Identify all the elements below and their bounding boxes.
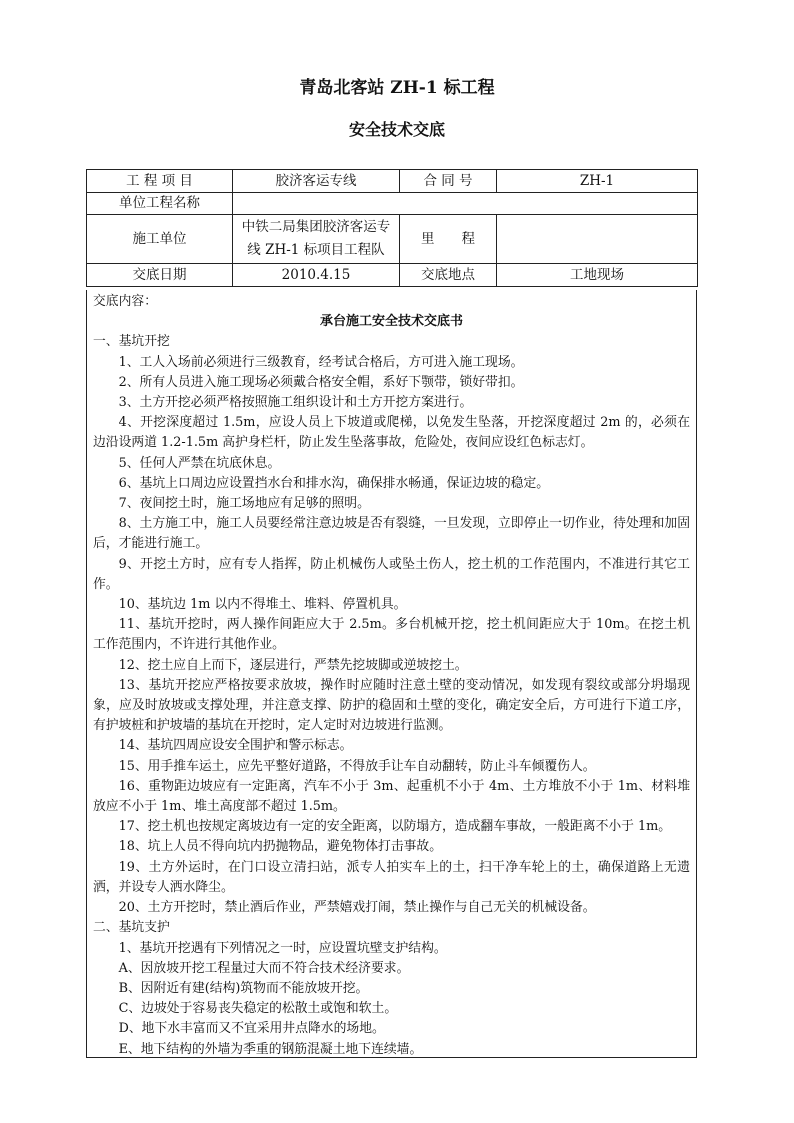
list-item: A、因放坡开挖工程量过大而不符合技术经济要求。: [118, 960, 410, 976]
list-item: 17、挖土机也按规定离坡边有一定的安全距离，以防塌方，造成翻车事故，一般距离不小于 1m。: [118, 819, 672, 835]
contract-label: 合 同 号: [400, 170, 497, 193]
list-item: 16、重物距边坡应有一定距离，汽车不小于 3m、起重机不小于 4m、土方堆放不小于 1m、材料堆放应不小于 1m、堆土高度部不超过 1.5m。: [93, 778, 690, 815]
list-item: 10、基坑边 1m 以内不得堆土、堆料、停置机具。: [118, 597, 407, 613]
mileage-label: 里 程: [400, 215, 497, 264]
list-item: 4、开挖深度超过 1.5m，应设人员上下坡道或爬梯，以免发生坠落，开挖深度超过 2m 的，必须在边沿设两道 1.2-1.5m 高护身栏杆，防止发生坠落事故，危险处，夜间应设红色标志灯。: [93, 415, 690, 451]
date-label: 交底日期: [87, 264, 233, 287]
table-row: [87, 264, 698, 287]
mileage-value: [497, 215, 698, 264]
date-value: 2010.4.15: [233, 264, 400, 287]
table-row: [87, 215, 698, 264]
list-item: C、边坡处于容易丧失稳定的松散土或饱和软土。: [118, 1001, 398, 1017]
list-item: 2、所有人员进入施工现场必须戴合格安全帽，系好下颚带，锁好带扣。: [118, 374, 524, 390]
list-item: D、地下水丰富而又不宜采用井点降水的场地。: [118, 1021, 385, 1037]
list-item: 20、土方开挖时，禁止酒后作业，严禁嬉戏打闹，禁止操作与自己无关的机械设备。: [118, 900, 596, 916]
builder-value-line1: 中铁二局集团胶济客运专: [241, 219, 391, 235]
table-row: [87, 170, 698, 193]
info-table: [86, 169, 698, 287]
list-item: 14、基坑四周应设安全围护和警示标志。: [118, 738, 353, 754]
disclosure-content: [86, 290, 697, 1058]
list-item: 12、挖土应自上而下，逐层进行，严禁先挖坡脚或逆坡挖土。: [118, 657, 468, 673]
list-item: B、因附近有建(结构)筑物而不能放坡开挖。: [118, 980, 369, 996]
place-value: 工地现场: [497, 264, 698, 287]
unit-value: [233, 193, 698, 215]
builder-label: 施工单位: [87, 215, 233, 264]
list-item: 11、基坑开挖时，两人操作间距应大于 2.5m。多台机械开挖，挖土机间距应大于 10m。在挖土机工作范围内，不许进行其他作业。: [93, 617, 690, 653]
project-label: 工 程 项 目: [87, 170, 233, 193]
page-title: 青岛北客站 ZH-1 标工程: [299, 78, 495, 98]
table-row: [87, 193, 698, 215]
list-item: 9、开挖土方时，应有专人指挥，防止机械伤人或坠土伤人，挖土机的工作范围内，不准进行其它工作。: [93, 556, 690, 592]
section-heading-support: 二、基坑支护: [93, 920, 170, 936]
page-subtitle: 安全技术交底: [348, 120, 445, 139]
builder-value-line2: 线 ZH-1 标项目工程队: [247, 242, 385, 258]
project-value: 胶济客运专线: [233, 170, 400, 193]
list-item: 19、土方外运时，在门口设立清扫站，派专人拍实车上的土，扫干净车轮上的土，确保道路上无遗洒，并设专人洒水降尘。: [93, 859, 690, 895]
section-heading-excavation: 一、基坑开挖: [93, 334, 170, 350]
unit-label: 单位工程名称: [87, 193, 233, 215]
list-item: E、地下结构的外墙为季重的钢筋混凝土地下连续墙。: [118, 1041, 423, 1057]
list-item: 15、用手推车运土，应先平整好道路，不得放手让车自动翻转，防止斗车倾覆伤人。: [118, 758, 596, 774]
list-item: 6、基坑上口周边应设置挡水台和排水沟，确保排水畅通，保证边坡的稳定。: [118, 475, 550, 491]
contract-value: ZH-1: [497, 170, 698, 193]
list-item: 1、工人入场前必须进行三级教育，经考试合格后，方可进入施工现场。: [118, 354, 524, 370]
content-lead: 交底内容：: [93, 294, 157, 309]
builder-value: [233, 215, 400, 264]
list-item: 18、坑上人员不得向坑内扔抛物品，避免物体打击事故。: [118, 839, 443, 855]
list-item: 13、基坑开挖应严格按要求放坡，操作时应随时注意土壁的变动情况，如发现有裂纹或部分坍塌现象，应及时放坡或支撑处理，并注意支撑、防护的稳固和土壁的变化，确定安全后，方可进行下道工序，有护坡桩和护坡墙的基坑在开挖时，定人定时对边坡进行监测。: [93, 677, 690, 734]
document-heading: 承台施工安全技术交底书: [319, 314, 463, 330]
list-item: 8、土方施工中，施工人员要经常注意边坡是否有裂缝，一旦发现，立即停止一切作业，待处理和加固后，才能进行施工。: [93, 516, 690, 552]
list-item: 7、夜间挖土时，施工场地应有足够的照明。: [118, 496, 370, 512]
place-label: 交底地点: [400, 264, 497, 287]
list-item: 5、任何人严禁在坑底休息。: [118, 455, 281, 471]
list-item: 1、基坑开挖遇有下列情况之一时，应设置坑壁支护结构。: [118, 940, 447, 956]
list-item: 3、土方开挖必须严格按照施工组织设计和土方开挖方案进行。: [118, 395, 473, 411]
